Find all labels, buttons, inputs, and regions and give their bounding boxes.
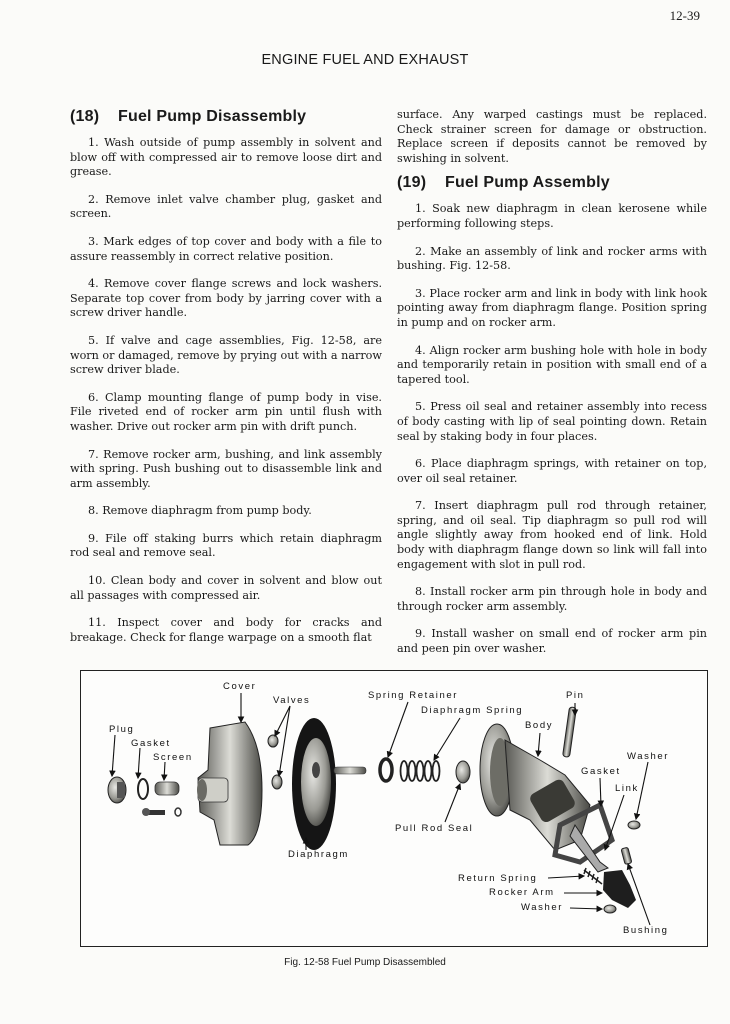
valve-1: [268, 735, 278, 747]
label-screen: Screen: [153, 752, 193, 763]
assembly-step-9: 9. Install washer on small end of rocker arm pin and peen pin over washer.: [397, 627, 707, 656]
label-plug: Plug: [109, 724, 135, 735]
screen-part: [155, 782, 179, 795]
label-diaphragm: Diaphragm: [288, 849, 349, 860]
disassembly-step-5: 5. If valve and cage assemblies, Fig. 12-58, are worn or damaged, remove by prying out with a narrow screw driver blade.: [70, 333, 382, 377]
section-18-title: Fuel Pump Disassembly: [118, 108, 307, 125]
label-washer-top: Washer: [627, 751, 669, 762]
disassembly-step-9: 9. File off staking burrs which retain diaphragm rod seal and remove seal.: [70, 531, 382, 560]
label-bushing: Bushing: [623, 925, 669, 936]
label-washer-bottom: Washer: [521, 902, 563, 913]
bushing-part: [621, 847, 632, 864]
disassembly-step-2: 2. Remove inlet valve chamber plug, gasket and screen.: [70, 192, 382, 221]
section-19-title: Fuel Pump Assembly: [445, 174, 610, 192]
section-18-number: (18): [70, 108, 100, 125]
valve-2: [272, 775, 282, 789]
pin-part: [563, 707, 577, 757]
assembly-step-4: 4. Align rocker arm bushing hole with hole in body and temporarily retain in position with small end of a tapered tool.: [397, 343, 707, 386]
cover-part: [197, 722, 262, 845]
label-diaphragm-spring: Diaphragm Spring: [421, 705, 524, 716]
label-spring-retainer: Spring Retainer: [368, 690, 459, 701]
washer-top-part: [628, 821, 640, 829]
section-19-number: (19): [397, 174, 427, 192]
label-valves: Valves: [273, 695, 311, 706]
disassembly-step-4: 4. Remove cover flange screws and lock washers. Separate top cover from body by jarring cover with a screw driver handle.: [70, 277, 382, 320]
rocker-arm-part: [603, 870, 636, 908]
disassembly-step-10: 10. Clean body and cover in solvent and blow out all passages with compressed air.: [70, 574, 382, 602]
washer-bottom-part: [604, 905, 616, 913]
gasket-ring: [138, 779, 148, 799]
assembly-step-8: 8. Install rocker arm pin through hole in body and through rocker arm assembly.: [397, 585, 707, 613]
assembly-step-1: 1. Soak new diaphragm in clean kerosene while performing following steps.: [397, 202, 707, 230]
disassembly-step-3: 3. Mark edges of top cover and body with a file to assure reassembly in correct relative position.: [70, 234, 382, 263]
running-head: ENGINE FUEL AND EXHAUST: [261, 52, 469, 68]
assembly-step-7: 7. Insert diaphragm pull rod through retainer, spring, and oil seal. Tip diaphragm so pull rod will angle slightly away from hooked end of link. Hold body with diaphragm flange down so link will fall into engagement with slot in pull rod.: [397, 499, 707, 571]
label-link: Link: [615, 783, 639, 794]
disassembly-step-11-continued: surface. Any warped castings must be replaced. Check strainer screen for damage or obstruction. Replace screen if deposits cannot be removed by swishing in solvent.: [397, 108, 707, 165]
assembly-step-5: 5. Press oil seal and retainer assembly into recess of body casting with lip of seal pointing down. Retain seal by staking body in four places.: [397, 400, 707, 443]
page-number: 12-39: [669, 8, 700, 23]
assembly-step-6: 6. Place diaphragm springs, with retainer on top, over oil seal retainer.: [397, 457, 707, 485]
disassembly-step-11: 11. Inspect cover and body for cracks and breakage. Check for flange warpage on a smooth flat: [70, 616, 382, 644]
label-rocker-arm: Rocker Arm: [489, 887, 555, 898]
figure-caption: Fig. 12-58 Fuel Pump Disassembled: [284, 957, 446, 968]
disassembly-step-8: 8. Remove diaphragm from pump body.: [88, 504, 312, 518]
assembly-step-3: 3. Place rocker arm and link in body with link hook pointing away from diaphragm flange. Position spring in pump and on rocker arm.: [397, 286, 707, 329]
diaphragm-part: [292, 718, 366, 850]
diaphragm-spring-part: [401, 761, 440, 781]
disassembly-step-1: 1. Wash outside of pump assembly in solvent and blow off with compressed air to remove loose dirt and grease.: [70, 136, 382, 179]
plug-part: [108, 777, 126, 803]
assembly-step-2: 2. Make an assembly of link and rocker arms with bushing. Fig. 12-58.: [397, 244, 707, 273]
label-return-spring: Return Spring: [458, 873, 538, 884]
disassembly-step-6: 6. Clamp mounting flange of pump body in vise. File riveted end of rocker arm pin until flush with washer. Drive out rocker arm pin with drift punch.: [70, 390, 382, 433]
label-pin: Pin: [566, 690, 585, 701]
label-pull-rod-seal: Pull Rod Seal: [395, 823, 474, 834]
label-cover: Cover: [223, 681, 257, 692]
label-body: Body: [525, 720, 554, 731]
pull-rod-seal-part: [456, 761, 470, 783]
disassembly-step-7: 7. Remove rocker arm, bushing, and link assembly with spring. Push bushing out to disassemble link and arm assembly.: [70, 447, 382, 490]
label-gasket: Gasket: [131, 738, 171, 749]
spring-retainer-part: [380, 759, 392, 781]
label-gasket-body: Gasket: [581, 766, 621, 777]
